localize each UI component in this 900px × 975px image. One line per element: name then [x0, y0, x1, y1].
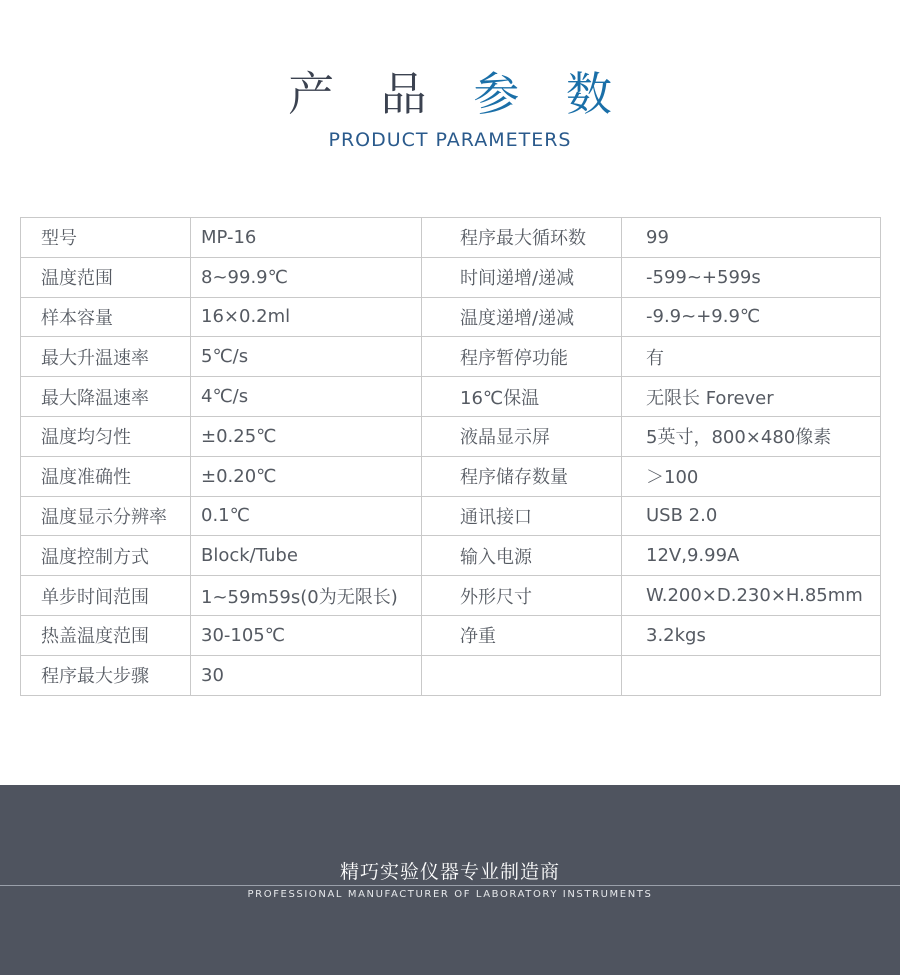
param-value-left: MP-16 [191, 218, 422, 258]
page-title [16, 62, 900, 126]
param-label-left: 程序最大步骤 [21, 655, 191, 695]
param-value-left: ±0.25℃ [191, 416, 422, 456]
param-value-right: 99 [622, 218, 881, 258]
param-label-left: 温度均匀性 [21, 416, 191, 456]
param-label-right: 程序最大循环数 [422, 218, 622, 258]
footer-title: 精巧实验仪器专业制造商 [339, 861, 560, 883]
table-row [21, 337, 881, 377]
param-label-left: 温度显示分辨率 [21, 496, 191, 536]
param-label-left: 温度范围 [21, 257, 191, 297]
param-value-left: 5℃/s [191, 337, 422, 377]
section-header [0, 62, 900, 151]
footer-divider [0, 885, 900, 886]
table-row [21, 615, 881, 655]
page-title-part1: 产 品 [288, 67, 474, 121]
parameters-table-body [21, 218, 881, 696]
param-value-left: 8~99.9℃ [191, 257, 422, 297]
param-value-right: USB 2.0 [622, 496, 881, 536]
param-label-left: 型号 [21, 218, 191, 258]
param-label-right: 程序储存数量 [422, 456, 622, 496]
param-label-right: 程序暂停功能 [422, 337, 622, 377]
param-value-right: 5英寸，800×480像素 [622, 416, 881, 456]
param-label-right: 液晶显示屏 [422, 416, 622, 456]
parameters-table [20, 217, 881, 696]
param-label-left: 单步时间范围 [21, 576, 191, 616]
param-value-right: 3.2kgs [622, 615, 881, 655]
param-value-right [622, 655, 881, 695]
param-label-left: 温度准确性 [21, 456, 191, 496]
param-value-left: ±0.20℃ [191, 456, 422, 496]
param-value-right: -599~+599s [622, 257, 881, 297]
table-row [21, 536, 881, 576]
param-label-left: 温度控制方式 [21, 536, 191, 576]
param-label-left: 最大降温速率 [21, 377, 191, 417]
table-row [21, 257, 881, 297]
footer-subtitle: PROFESSIONAL MANUFACTURER OF LABORATORY INSTRUMENTS [247, 889, 653, 900]
param-value-right: -9.9~+9.9℃ [622, 297, 881, 337]
param-label-right: 时间递增/递减 [422, 257, 622, 297]
page-title-part2: 参 数 [473, 67, 628, 121]
param-label-right [422, 655, 622, 695]
table-row [21, 297, 881, 337]
param-value-right: 有 [622, 337, 881, 377]
param-value-left: 16×0.2ml [191, 297, 422, 337]
param-label-left: 样本容量 [21, 297, 191, 337]
param-label-right: 输入电源 [422, 536, 622, 576]
param-value-right: W.200×D.230×H.85mm [622, 576, 881, 616]
param-value-left: 0.1℃ [191, 496, 422, 536]
table-row [21, 218, 881, 258]
footer-banner [0, 785, 900, 975]
table-row [21, 456, 881, 496]
table-row [21, 576, 881, 616]
param-label-left: 最大升温速率 [21, 337, 191, 377]
param-label-right: 通讯接口 [422, 496, 622, 536]
param-value-left: Block/Tube [191, 536, 422, 576]
param-label-right: 温度递增/递减 [422, 297, 622, 337]
param-label-right: 外形尺寸 [422, 576, 622, 616]
param-label-left: 热盖温度范围 [21, 615, 191, 655]
param-value-left: 30-105℃ [191, 615, 422, 655]
page-subtitle: PRODUCT PARAMETERS [328, 129, 572, 151]
param-value-right: 12V,9.99A [622, 536, 881, 576]
param-value-left: 30 [191, 655, 422, 695]
param-label-right: 16℃保温 [422, 377, 622, 417]
param-value-left: 4℃/s [191, 377, 422, 417]
param-value-left: 1~59m59s(0为无限长) [191, 576, 422, 616]
table-row [21, 496, 881, 536]
table-row [21, 377, 881, 417]
table-row [21, 655, 881, 695]
table-row [21, 416, 881, 456]
param-value-right: ＞100 [622, 456, 881, 496]
param-value-right: 无限长 Forever [622, 377, 881, 417]
param-label-right: 净重 [422, 615, 622, 655]
